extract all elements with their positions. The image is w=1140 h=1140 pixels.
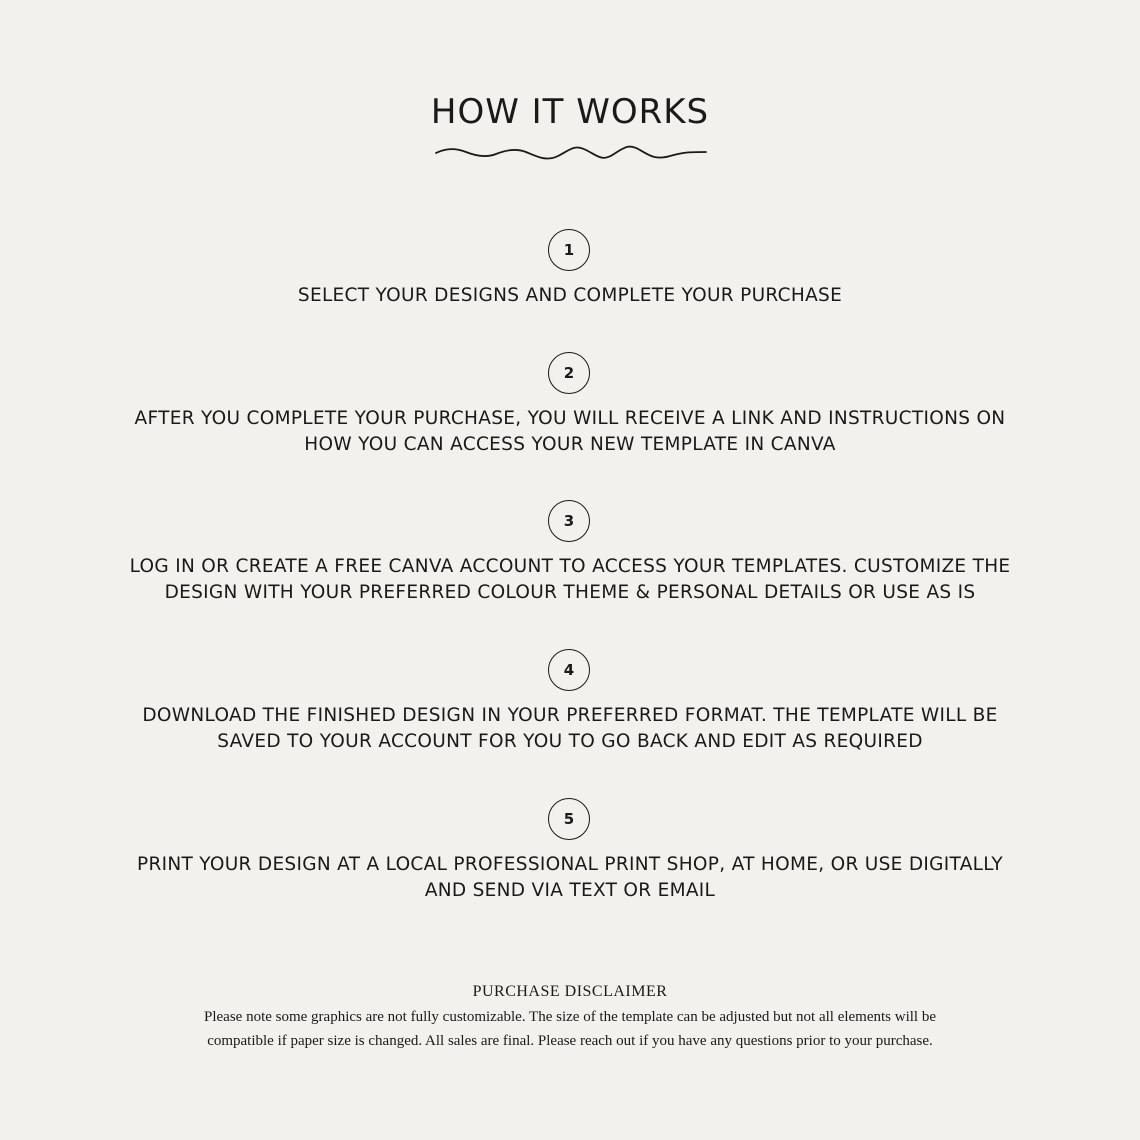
step-description bbox=[70, 283, 1070, 309]
step-line: SELECT YOUR DESIGNS AND COMPLETE YOUR PURCHASE bbox=[297, 285, 843, 306]
disclaimer-line: compatible if paper size is changed. All sales are final. Please reach out if you have any questions prior to your purchase. bbox=[207, 1033, 933, 1049]
step-number-badge: 4 bbox=[548, 649, 590, 691]
step-number-badge: 1 bbox=[548, 229, 590, 271]
step-number-badge: 5 bbox=[548, 798, 590, 840]
disclaimer-title: PURCHASE DISCLAIMER bbox=[472, 983, 668, 1000]
step-line: HOW YOU CAN ACCESS YOUR NEW TEMPLATE IN CANVA bbox=[304, 434, 836, 455]
step-line: SAVED TO YOUR ACCOUNT FOR YOU TO GO BACK AND EDIT AS REQUIRED bbox=[217, 731, 923, 752]
step-description bbox=[70, 406, 1070, 458]
step-line: AFTER YOU COMPLETE YOUR PURCHASE, YOU WILL RECEIVE A LINK AND INSTRUCTIONS ON bbox=[134, 408, 1006, 429]
step-description bbox=[70, 554, 1070, 606]
disclaimer-body bbox=[70, 1005, 1070, 1053]
step-line: LOG IN OR CREATE A FREE CANVA ACCOUNT TO ACCESS YOUR TEMPLATES. CUSTOMIZE THE bbox=[129, 556, 1011, 577]
step-number-badge: 2 bbox=[548, 352, 590, 394]
step-line: AND SEND VIA TEXT OR EMAIL bbox=[424, 880, 716, 901]
step-description bbox=[70, 852, 1070, 904]
page-title: HOW IT WORKS bbox=[430, 92, 710, 132]
step-number-badge: 3 bbox=[548, 500, 590, 542]
squiggle-divider-icon bbox=[434, 140, 708, 170]
step-line: DESIGN WITH YOUR PREFERRED COLOUR THEME & PERSONAL DETAILS OR USE AS IS bbox=[164, 582, 976, 603]
step-line: DOWNLOAD THE FINISHED DESIGN IN YOUR PREFERRED FORMAT. THE TEMPLATE WILL BE bbox=[142, 705, 998, 726]
disclaimer-line: Please note some graphics are not fully customizable. The size of the template can be adjusted but not all elements will be bbox=[204, 1009, 936, 1025]
step-description bbox=[70, 703, 1070, 755]
step-line: PRINT YOUR DESIGN AT A LOCAL PROFESSIONAL PRINT SHOP, AT HOME, OR USE DIGITALLY bbox=[136, 854, 1004, 875]
